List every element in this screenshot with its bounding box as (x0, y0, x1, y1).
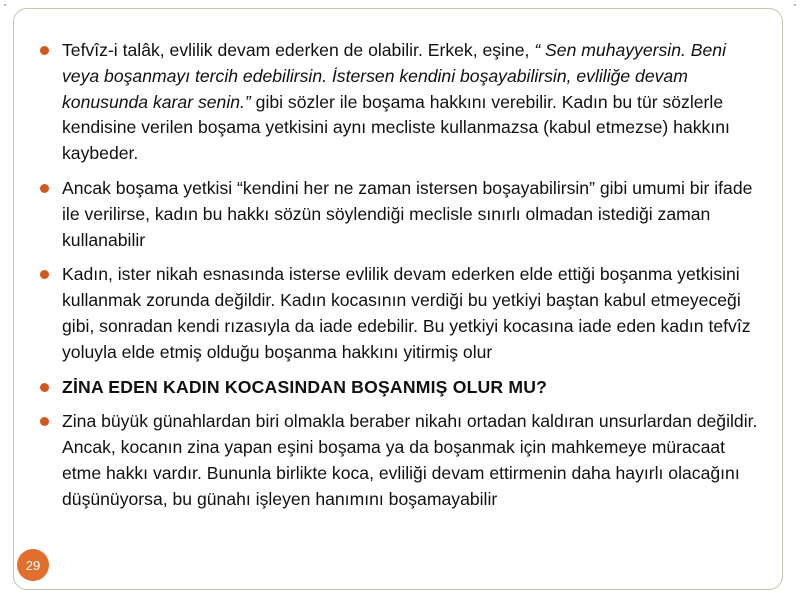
bullet-text: Ancak boşama yetkisi “kendini her ne zaman istersen boşayabilirsin” gibi umumi bir ifade ile verilirse, kadın bu hakkı sözün söylendiği meclisle sınırlı olmadan istediği zaman kullanabilir (62, 177, 753, 250)
bullet-dot-icon (40, 417, 49, 426)
bullet-item-tefviz (40, 38, 765, 167)
bullet-dot-icon (40, 383, 49, 392)
page-number: 29 (25, 557, 41, 573)
bullet-dot-icon (40, 46, 49, 55)
bullet-heading-text: ZİNA EDEN KADIN KOCASINDAN BOŞANMIŞ OLUR MU? (62, 376, 548, 397)
slide-content (40, 38, 765, 522)
bullet-dot-icon (40, 270, 49, 279)
bullet-item-question-heading (40, 375, 765, 401)
corner-mark-top-right (794, 4, 796, 6)
bullet-text: Zina büyük günahlardan biri olmakla beraber nikahı ortadan kaldıran unsurlardan değildir. Ancak, kocanın zina yapan eşini boşama ya da boşanmak için mahkemeye müracaat etme hakkı vardır. Bununla birlikte koca, evliliği devam ettirmenin daha hayırlı olacağını düşünüyorsa, bu günahı işleyen hanımını boşamayabilir (62, 411, 758, 509)
bullet-text: Tefvîz-i talâk, evlilik devam ederken de olabilir. Erkek, eşine, (62, 40, 535, 60)
page-number-badge (17, 549, 49, 581)
bullet-text: Kadın, ister nikah esnasında isterse evlilik devam ederken elde ettiği boşanma yetkisini kullanmak zorunda değildir. Kadın kocasının verdiği bu yetkiyi baştan kabul etmeyeceği gibi, sonradan kendi rızasıyla da iade edebilir. Bu yetkiyi kocasına iade eden kadın tefvîz yoluyla elde etmiş olduğu boşanma hakkını yitirmiş olur (62, 264, 751, 362)
bullet-list (40, 38, 765, 513)
bullet-quote: “ Sen muhayyersin. Beni veya boşanmayı tercih edebilirsin. İstersen kendini boşayabilirsin, evliliğe devam konusunda karar senin.” (62, 40, 726, 112)
bullet-item-general-authority (40, 176, 765, 253)
corner-mark-top-left (4, 4, 6, 6)
bullet-dot-icon (40, 184, 49, 193)
bullet-item-return-authority (40, 262, 765, 365)
bullet-item-zina (40, 409, 765, 512)
bullet-text-continued: gibi sözler ile boşama hakkını verebilir. Kadın bu tür sözlerle kendisine verilen boşama yetkisini aynı mecliste kullanmazsa (kabul etmezse) hakkını kaybeder. (62, 91, 730, 164)
